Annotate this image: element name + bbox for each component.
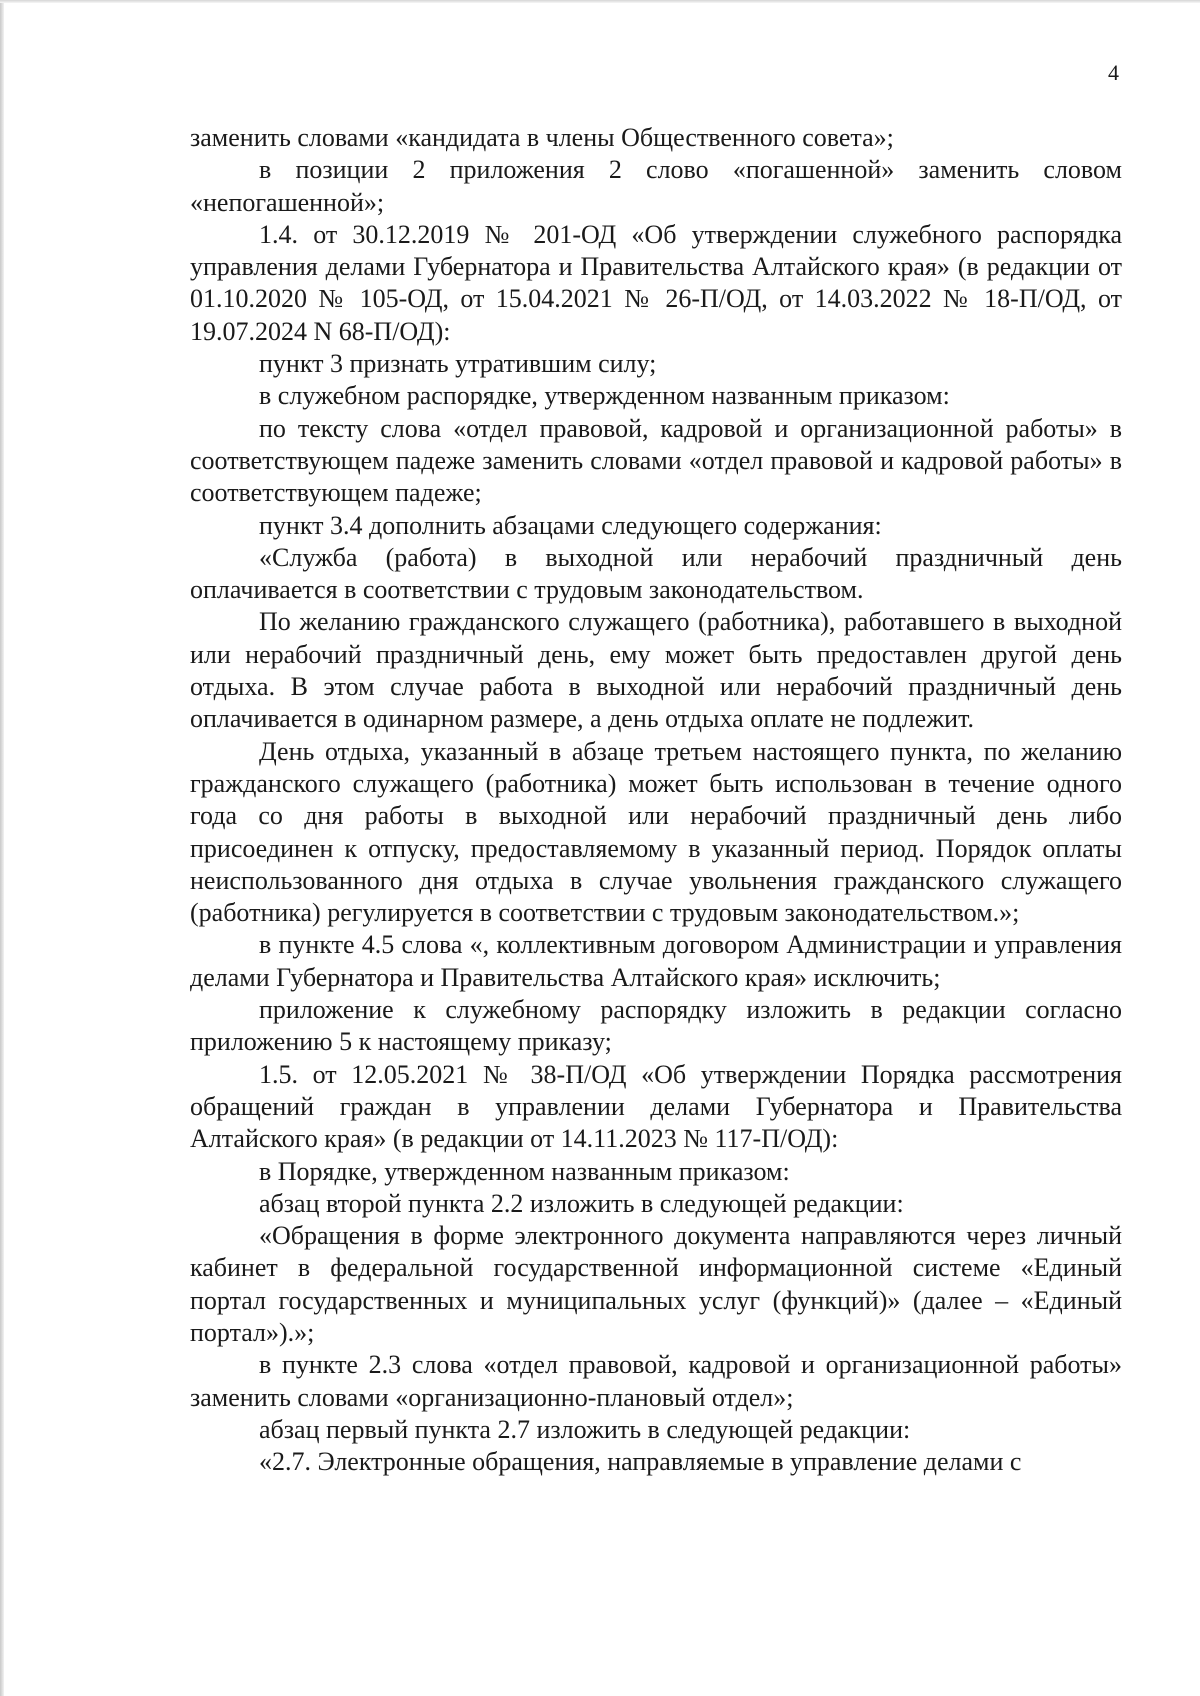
paragraph: в Порядке, утвержденном названным приказом: (259, 1156, 790, 1186)
paragraph-item-1-5: 1.5. от 12.05.2021 № 38-П/ОД «Об утверждении Порядка рассмотрения обращений граждан в управлении делами Губернатора и Правительства Алтайского края» (в редакции от 14.11.2023 № 117-П/ОД): (190, 1059, 1122, 1154)
paragraph: в служебном распорядке, утвержденном названным приказом: (259, 381, 950, 411)
scan-edge-top (0, 0, 1200, 3)
paragraph-quote: «Служба (работа) в выходной или нерабочий праздничный день оплачивается в соответствии с трудовым законодательством. (190, 542, 1122, 605)
paragraph-quote: День отдыха, указанный в абзаце третьем настоящего пункта, по желанию гражданского служащего (работника) может быть использован в течение одного года со дня работы в выходной или нерабочий праздничный день либо присоединен к отпуску, предоставляемому в указанный период. Порядок оплаты неиспользованного дня отдыха в случае увольнения гражданского служащего (работника) регулируется в соответствии с трудовым законодательством.»; (190, 736, 1122, 928)
paragraph: в пункте 2.3 слова «отдел правовой, кадровой и организационной работы» заменить словами «организационно-плановый отдел»; (190, 1350, 1122, 1412)
paragraph: пункт 3.4 дополнить абзацами следующего содержания: (259, 510, 882, 540)
paragraph: приложение к служебному распорядку изложить в редакции согласно приложению 5 к настоящему приказу; (190, 995, 1122, 1057)
document-body (190, 122, 1122, 1478)
paragraph: по тексту слова «отдел правовой, кадровой и организационной работы» в соответствующем падеже заменить словами «отдел правовой и кадровой работы» в соответствующем падеже; (190, 413, 1122, 508)
paragraph-continuation: заменить словами «кандидата в члены Общественного совета»; (190, 123, 894, 152)
paragraph-quote: По желанию гражданского служащего (работника), работавшего в выходной или нерабочий праздничный день, ему может быть предоставлен другой день отдыха. В этом случае работа в выходной или нерабочий праздничный день оплачивается в одинарном размере, а день отдыха оплате не подлежит. (190, 607, 1122, 734)
page-number: 4 (1108, 60, 1119, 85)
paragraph: пункт 3 признать утратившим силу; (259, 349, 657, 379)
scan-edge-left (0, 0, 4, 1696)
paragraph-item-1-4: 1.4. от 30.12.2019 № 201-ОД «Об утверждении служебного распорядка управления делами Губернатора и Правительства Алтайского края» (в редакции от 01.10.2020 № 105-ОД, от 15.04.2021 № 26-П/ОД, от 14.03.2022 № 18-П/ОД, от 19.07.2024 N 68-П/ОД): (190, 219, 1122, 346)
paragraph: абзац второй пункта 2.2 изложить в следующей редакции: (259, 1188, 904, 1218)
paragraph: в пункте 4.5 слова «, коллективным договором Администрации и управления делами Губернатора и Правительства Алтайского края» исключить; (190, 930, 1122, 992)
paragraph-quote: «Обращения в форме электронного документа направляются через личный кабинет в федеральной государственной информационной системе «Единый портал государственных и муниципальных услуг (функций)» (далее – «Единый портал»).»; (190, 1221, 1122, 1347)
paragraph: в позиции 2 приложения 2 слово «погашенной» заменить словом «непогашенной»; (190, 155, 1122, 217)
paragraph-quote: «2.7. Электронные обращения, направляемые в управление делами с (259, 1447, 1022, 1477)
paragraph: абзац первый пункта 2.7 изложить в следующей редакции: (259, 1414, 911, 1444)
